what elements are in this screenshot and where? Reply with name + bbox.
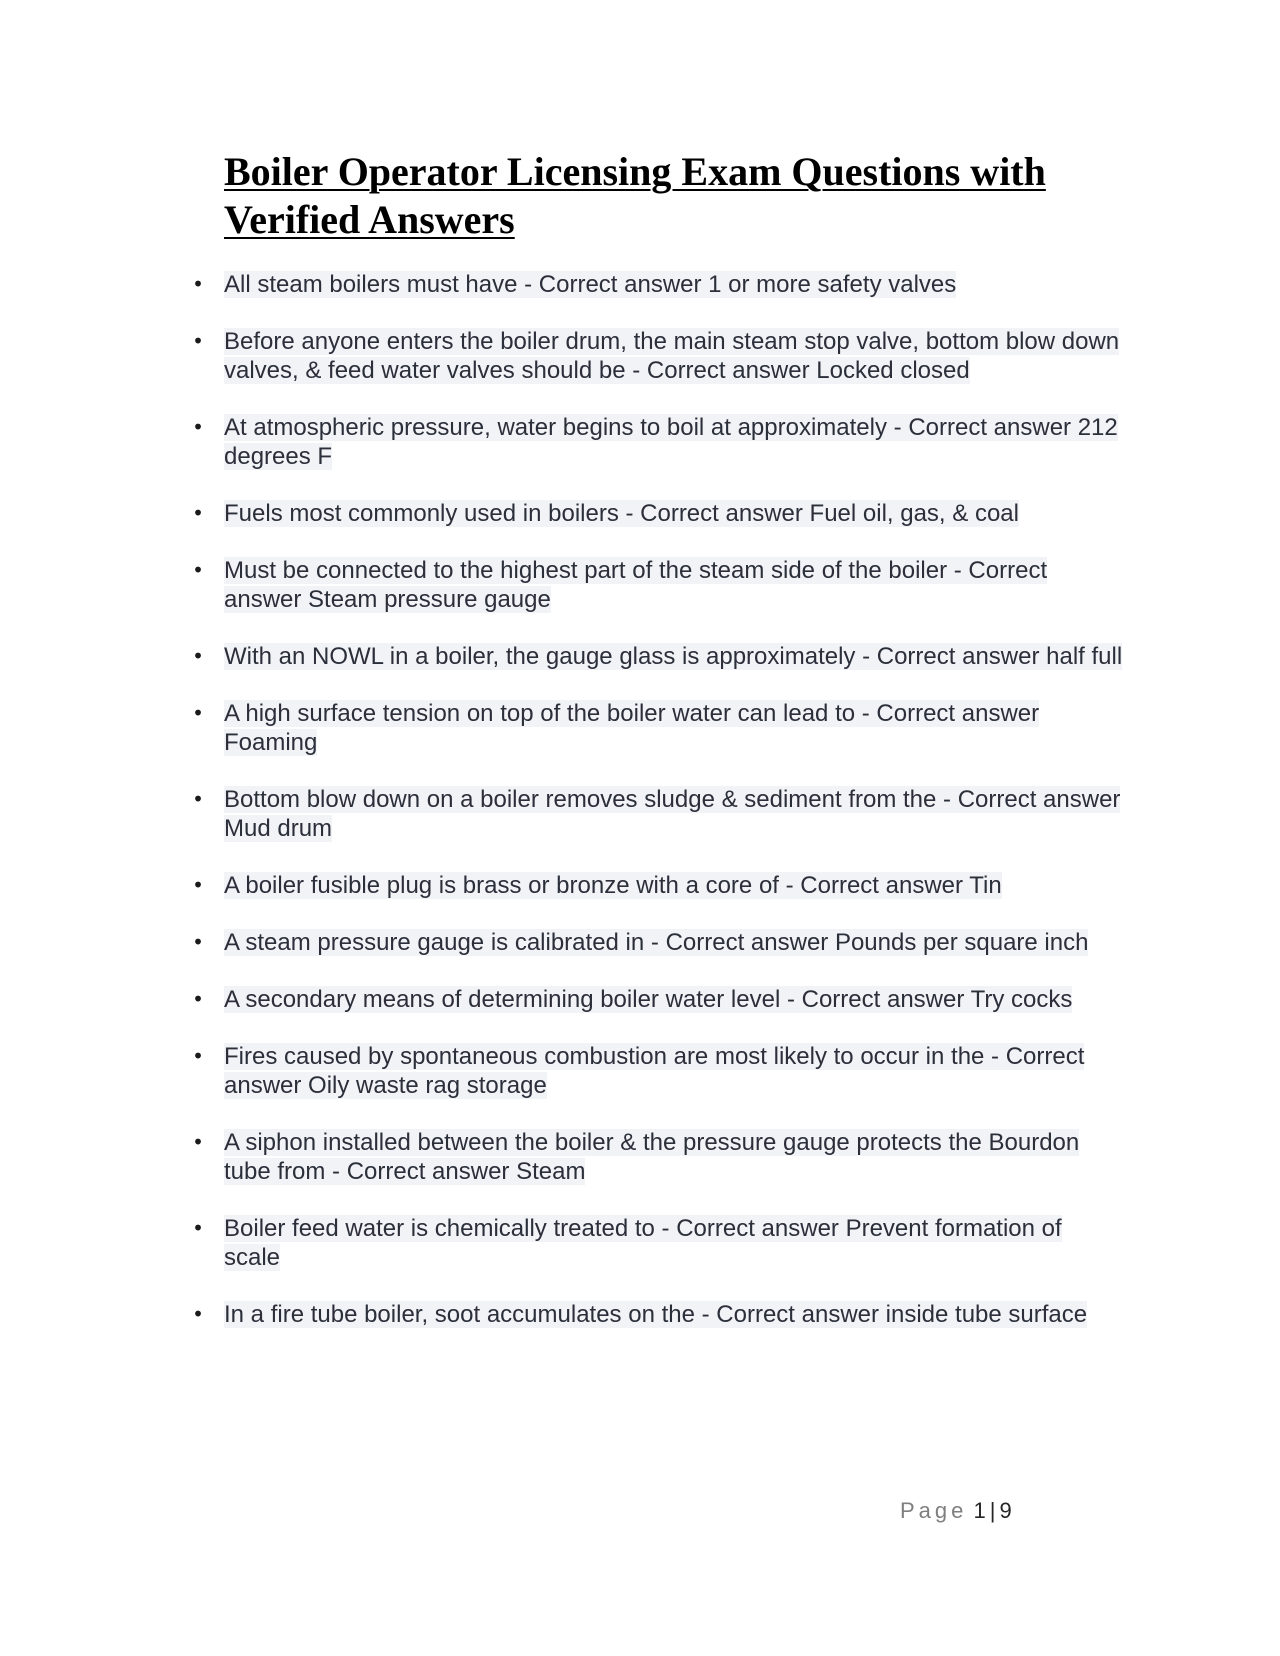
list-item xyxy=(192,1128,1124,1186)
list-item-text: A secondary means of determining boiler water level - Correct answer Try cocks xyxy=(224,986,1073,1013)
list-item-text: A siphon installed between the boiler & the pressure gauge protects the Bourdon tube from - Correct answer Steam xyxy=(224,1129,1080,1185)
list-item xyxy=(192,985,1124,1014)
list-item-text: A boiler fusible plug is brass or bronze with a core of - Correct answer Tin xyxy=(224,872,1002,899)
question-answer-list xyxy=(192,270,1124,1357)
bullet-icon: • xyxy=(192,1044,204,1068)
document-title: Boiler Operator Licensing Exam Questions with Verified Answers xyxy=(224,149,1046,242)
bullet-icon: • xyxy=(192,558,204,582)
list-item-text: Before anyone enters the boiler drum, the main steam stop valve, bottom blow down valves, & feed water valves should be - Correct answer Locked closed xyxy=(224,328,1120,384)
list-item-text: Must be connected to the highest part of the steam side of the boiler - Correct answer Steam pressure gauge xyxy=(224,557,1048,613)
bullet-icon: • xyxy=(192,329,204,353)
bullet-icon: • xyxy=(192,701,204,725)
list-item-text: With an NOWL in a boiler, the gauge glass is approximately - Correct answer half full xyxy=(224,643,1123,670)
page-number: 1 xyxy=(973,1498,986,1523)
list-item xyxy=(192,785,1124,843)
list-item xyxy=(192,499,1124,528)
list-item xyxy=(192,642,1124,671)
bullet-icon: • xyxy=(192,930,204,954)
list-item xyxy=(192,556,1124,614)
list-item xyxy=(192,1214,1124,1272)
list-item xyxy=(192,1042,1124,1100)
bullet-icon: • xyxy=(192,987,204,1011)
list-item-text: A steam pressure gauge is calibrated in - Correct answer Pounds per square inch xyxy=(224,929,1089,956)
list-item-text: Boiler feed water is chemically treated to - Correct answer Prevent formation of scale xyxy=(224,1215,1062,1271)
page-total: 9 xyxy=(999,1498,1012,1523)
list-item-text: A high surface tension on top of the boiler water can lead to - Correct answer Foaming xyxy=(224,700,1040,756)
bullet-icon: • xyxy=(192,415,204,439)
page-separator: | xyxy=(989,1498,996,1523)
bullet-icon: • xyxy=(192,272,204,296)
list-item-text: Fires caused by spontaneous combustion are most likely to occur in the - Correct answer Oily waste rag storage xyxy=(224,1043,1085,1099)
list-item xyxy=(192,270,1124,299)
list-item-text: Fuels most commonly used in boilers - Correct answer Fuel oil, gas, & coal xyxy=(224,500,1019,527)
list-item-text: In a fire tube boiler, soot accumulates on the - Correct answer inside tube surface xyxy=(224,1301,1088,1328)
page-footer xyxy=(900,1497,1100,1525)
bullet-icon: • xyxy=(192,501,204,525)
bullet-icon: • xyxy=(192,1130,204,1154)
list-item-text: Bottom blow down on a boiler removes sludge & sediment from the - Correct answer Mud drum xyxy=(224,786,1121,842)
list-item xyxy=(192,1300,1124,1329)
list-item-text: At atmospheric pressure, water begins to boil at approximately - Correct answer 212 degrees F xyxy=(224,414,1118,470)
bullet-icon: • xyxy=(192,1216,204,1240)
list-item xyxy=(192,871,1124,900)
list-item xyxy=(192,413,1124,471)
bullet-icon: • xyxy=(192,644,204,668)
list-item xyxy=(192,928,1124,957)
page-label: Page xyxy=(900,1498,968,1523)
list-item xyxy=(192,327,1124,385)
bullet-icon: • xyxy=(192,1302,204,1326)
bullet-icon: • xyxy=(192,873,204,897)
bullet-icon: • xyxy=(192,787,204,811)
list-item xyxy=(192,699,1124,757)
list-item-text: All steam boilers must have - Correct answer 1 or more safety valves xyxy=(224,271,957,298)
